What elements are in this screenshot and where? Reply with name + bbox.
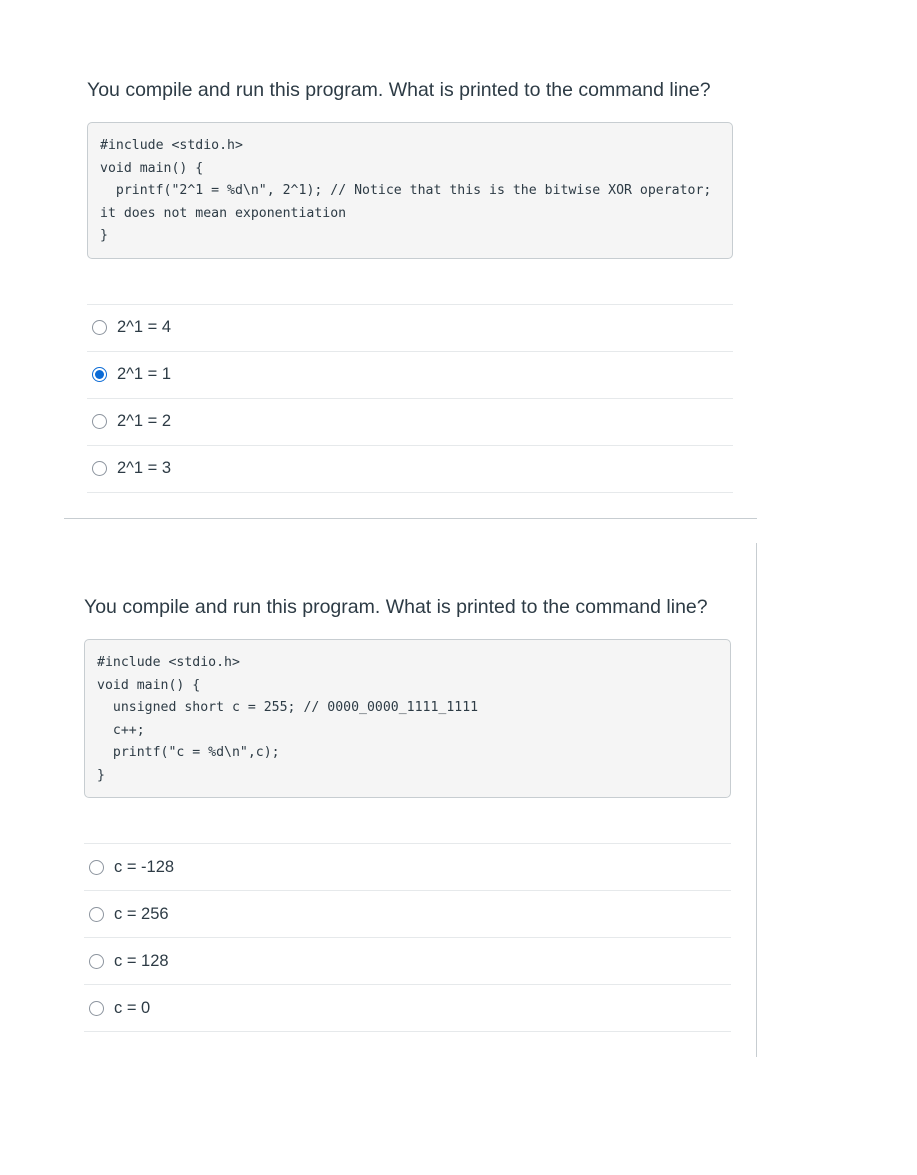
radio-button[interactable] [89,860,104,875]
code-line: #include <stdio.h> [100,138,243,153]
question-prompt: You compile and run this program. What is printed to the command line? [87,79,711,101]
answer-option[interactable] [87,352,733,399]
answer-label: c = 0 [114,998,151,1017]
code-line: void main() { [100,160,204,176]
code-line: void main() { [97,677,201,693]
code-line: } [97,767,105,783]
code-line: #include <stdio.h> [97,655,240,670]
radio-button[interactable] [92,320,107,335]
answer-label: 2^1 = 2 [117,412,172,430]
radio-button[interactable] [92,367,107,382]
answer-option[interactable] [84,938,731,985]
code-block [84,639,731,798]
answer-option[interactable] [87,399,733,446]
radio-button[interactable] [89,907,104,922]
question-divider [64,518,757,519]
answer-option[interactable] [84,844,731,891]
code-line: unsigned short c = 255; // 0000_0000_1111_1111 [97,700,479,715]
answer-option[interactable] [84,891,731,938]
radio-button[interactable] [89,954,104,969]
answer-list [87,304,733,493]
radio-button[interactable] [89,1001,104,1016]
code-line: printf("c = %d\n",c); [97,745,280,760]
answer-option[interactable] [87,446,733,493]
answer-label: 2^1 = 3 [117,459,172,477]
radio-button[interactable] [92,461,107,476]
code-block [87,122,733,259]
radio-button[interactable] [92,414,107,429]
answer-label: c = 128 [114,951,169,970]
answer-label: c = 256 [114,904,169,923]
vertical-rule [756,543,757,1057]
answer-option[interactable] [84,985,731,1032]
code-line: } [100,228,108,243]
question-prompt: You compile and run this program. What is printed to the command line? [84,596,708,618]
answer-label: 2^1 = 4 [117,318,172,336]
code-line: printf("2^1 = %d\n", 2^1); // Notice that this is the bitwise XOR operator; it does not mean exponentiation [100,183,720,221]
question-1 [87,76,733,493]
code-line: c++; [97,722,145,738]
answer-option[interactable] [87,305,733,352]
answer-list [84,843,731,1032]
question-2 [84,593,731,1032]
answer-label: 2^1 = 1 [117,365,172,383]
answer-label: c = -128 [114,857,175,876]
